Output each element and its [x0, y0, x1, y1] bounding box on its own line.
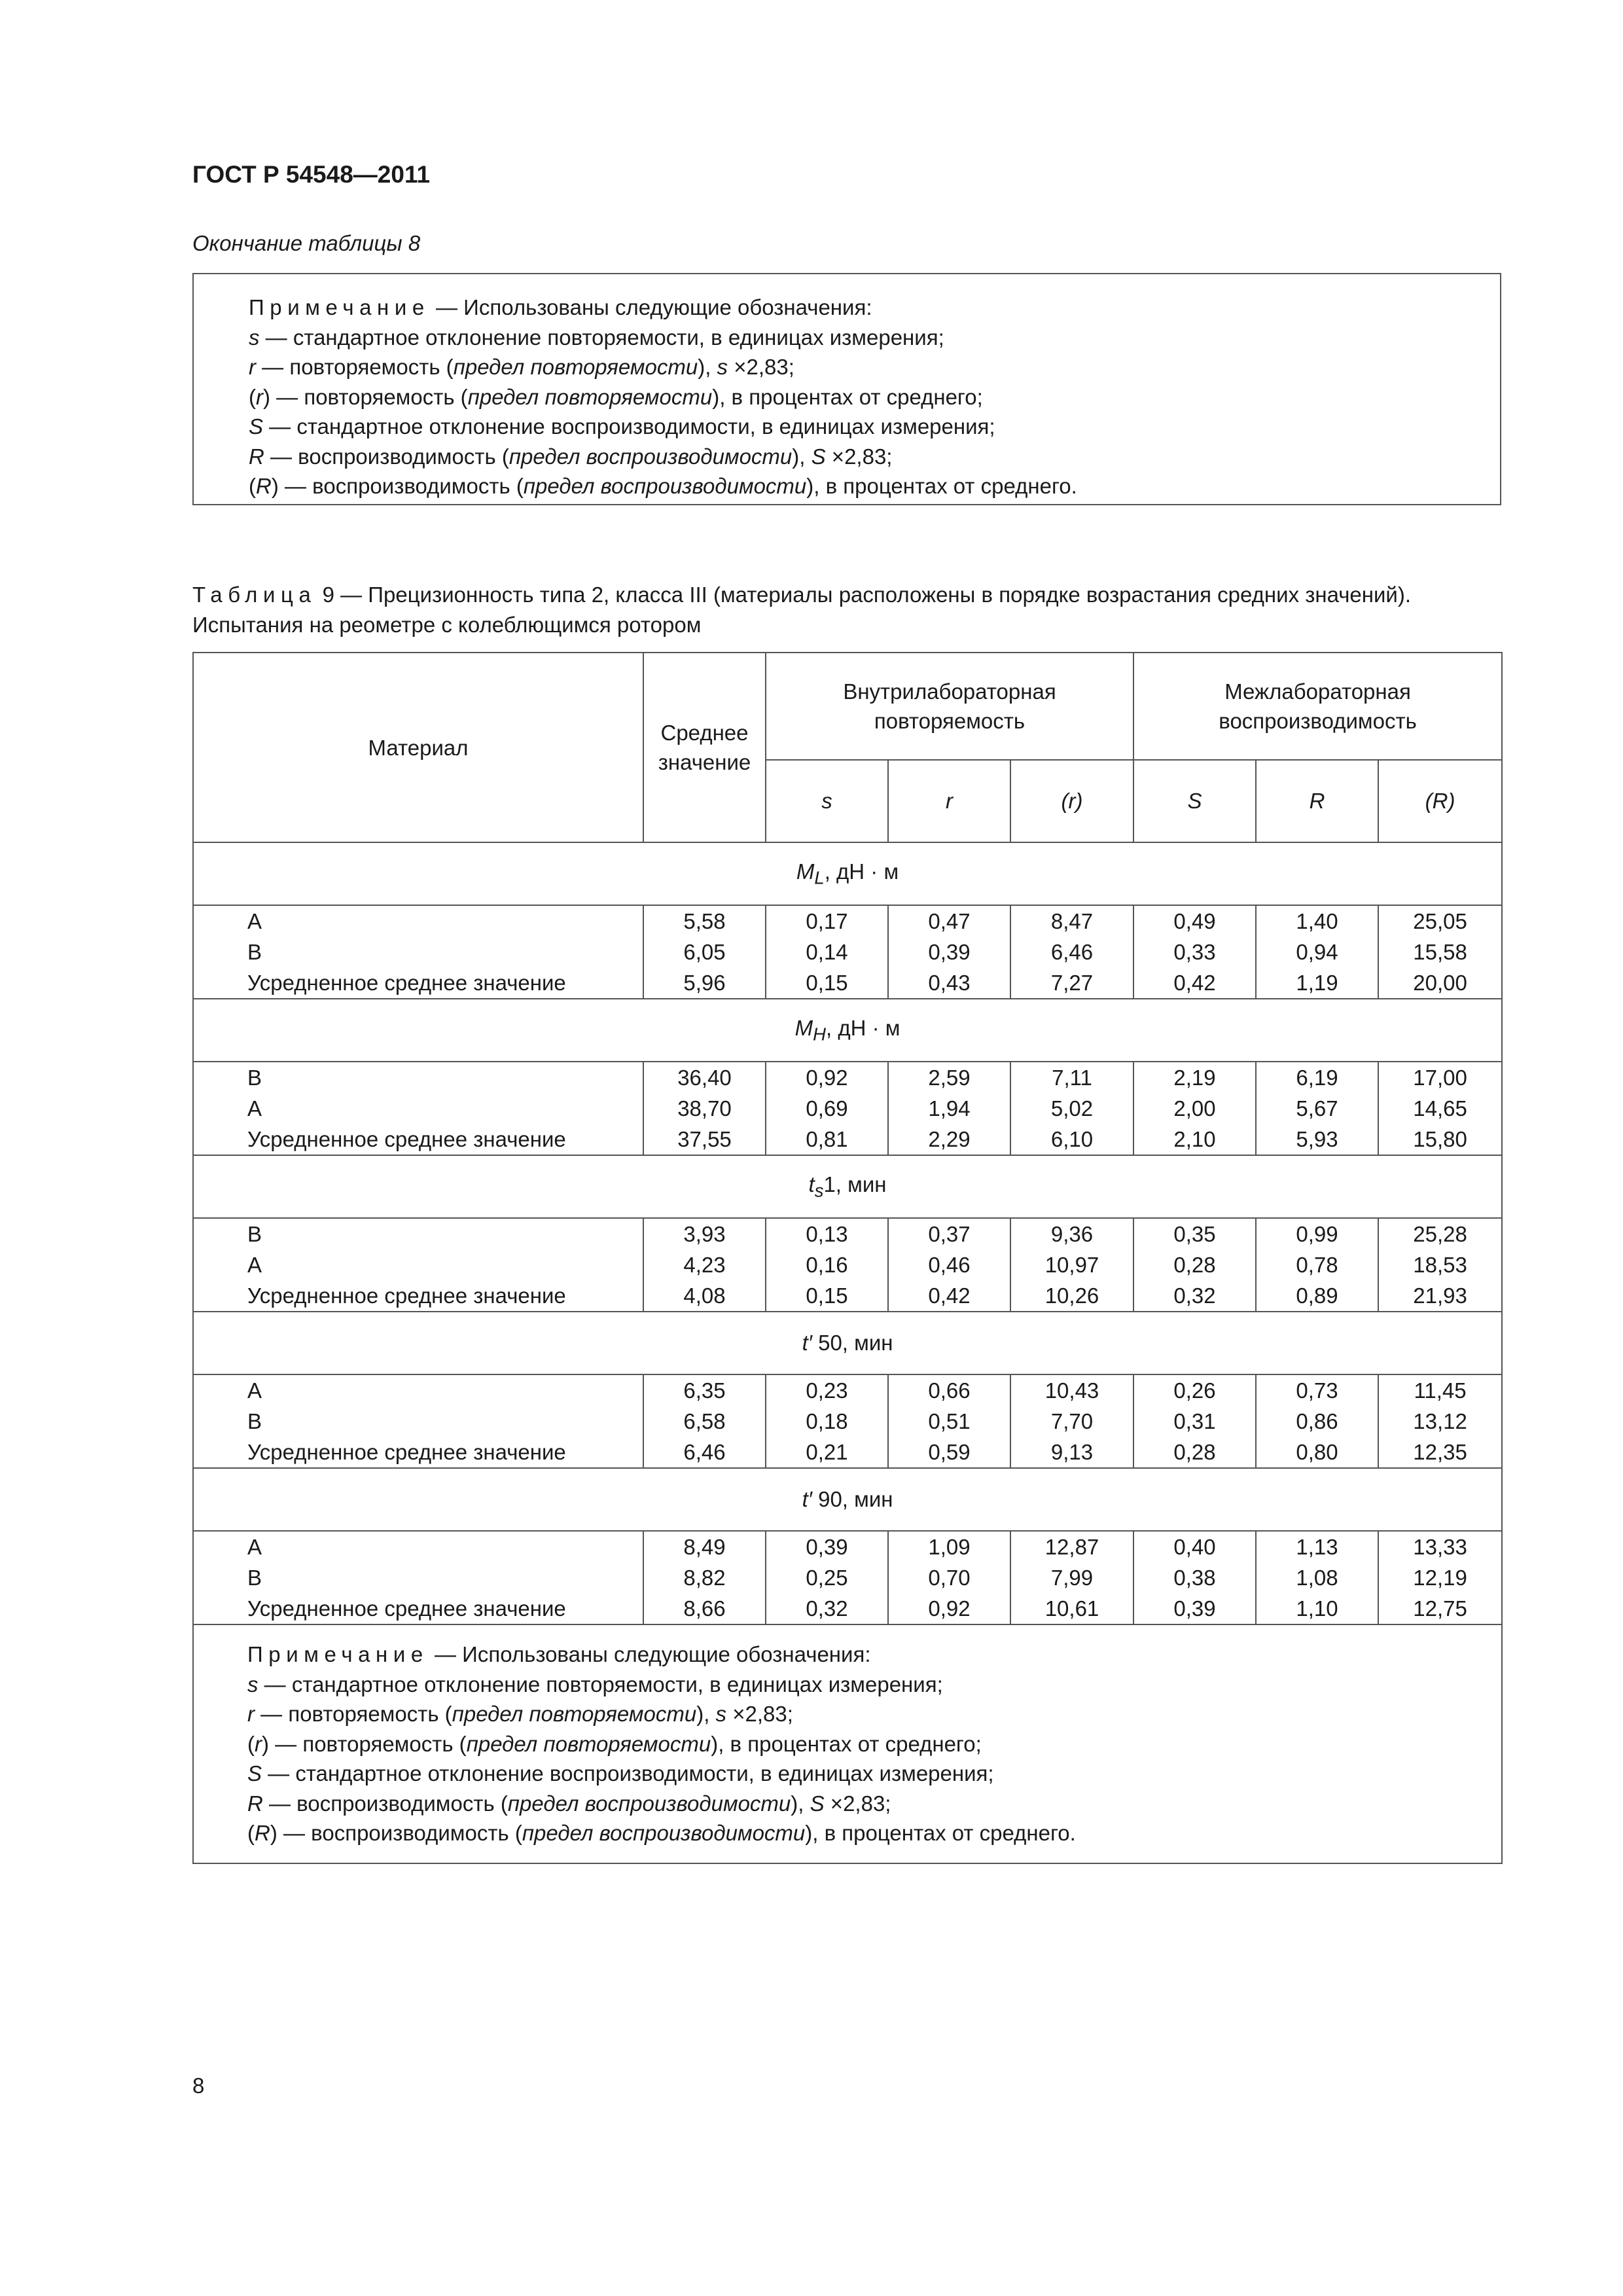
value-S: 2,19	[1173, 1066, 1216, 1090]
value-S: 0,28	[1173, 1253, 1216, 1277]
material-name: Усредненное среднее значение	[247, 1440, 566, 1464]
value-S: 0,32	[1173, 1283, 1216, 1308]
value-R_pct: 25,05	[1413, 909, 1467, 933]
value-cell-s	[766, 1531, 888, 1624]
value-s: 0,14	[806, 940, 848, 964]
value-mean: 37,55	[677, 1127, 732, 1151]
value-r: 2,29	[928, 1127, 971, 1151]
value-cell-R_pct	[1378, 1062, 1502, 1155]
value-R: 0,78	[1296, 1253, 1338, 1277]
value-R: 1,13	[1296, 1535, 1338, 1559]
value-r_pct: 7,27	[1050, 971, 1094, 995]
note-line	[249, 323, 1500, 353]
note-text: ×2,83;	[825, 444, 893, 469]
table-caption	[192, 580, 1501, 640]
value-R_pct: 15,58	[1413, 940, 1467, 964]
note-symbol: R	[255, 1821, 270, 1845]
section-parameter	[193, 999, 1502, 1062]
value-cell-r	[888, 1218, 1010, 1312]
value-mean: 4,08	[683, 1283, 726, 1308]
value-s: 0,13	[806, 1222, 848, 1246]
header-between-line1: Межлабораторная	[1224, 679, 1411, 704]
value-r: 0,92	[928, 1596, 971, 1621]
value-R_pct: 13,12	[1413, 1409, 1467, 1433]
material-cell	[193, 1218, 643, 1312]
value-r_pct: 9,13	[1050, 1440, 1094, 1464]
value-S: 0,39	[1173, 1596, 1216, 1621]
value-R: 5,67	[1296, 1096, 1338, 1121]
value-R: 1,19	[1296, 971, 1338, 995]
note-line: (r) — повторяемость (предел повторяемости), в процентах от среднего;	[247, 1731, 982, 1756]
note-line: (R) — воспроизводимость (предел воспроизводимости), в процентах от среднего.	[247, 1821, 1076, 1845]
value-S: 2,10	[1173, 1127, 1216, 1151]
header-between-line2: воспроизводимость	[1219, 709, 1417, 733]
material-name: А	[247, 1253, 262, 1277]
note-line	[247, 1789, 1501, 1819]
value-mean: 8,66	[683, 1596, 726, 1621]
material-cell	[193, 1374, 643, 1468]
value-cell-R	[1256, 1062, 1378, 1155]
value-R_pct: 12,19	[1413, 1566, 1467, 1590]
header-within-line1: Внутрилабораторная	[843, 679, 1056, 704]
value-r: 1,94	[928, 1096, 971, 1121]
value-R_pct: 14,65	[1413, 1096, 1467, 1121]
note-symbol: r	[249, 355, 256, 379]
value-cell-S	[1133, 1374, 1256, 1468]
note-line: (r) — повторяемость (предел повторяемости), в процентах от среднего;	[249, 384, 983, 409]
value-s: 0,92	[806, 1066, 848, 1090]
value-mean: 6,58	[683, 1409, 726, 1433]
value-mean: 3,93	[683, 1222, 726, 1246]
note-symbol: S	[811, 444, 826, 469]
note-symbol: R	[256, 474, 272, 498]
value-mean: 36,40	[677, 1066, 732, 1090]
section-parameter	[193, 842, 1502, 905]
parameter-symbol: M	[794, 1015, 813, 1040]
value-cell-mean	[643, 905, 766, 999]
material-name: В	[247, 1222, 262, 1246]
parameter-subscript: H	[813, 1024, 826, 1045]
value-s: 0,21	[806, 1440, 848, 1464]
note-symbol: s	[717, 355, 728, 379]
value-r: 0,39	[928, 940, 971, 964]
parameter-unit: , дН · м	[824, 859, 899, 884]
value-cell-mean	[643, 1062, 766, 1155]
note-text: — воспроизводимость (	[264, 444, 509, 469]
parameter-subscript: s	[814, 1180, 824, 1201]
header-mean-line2: значение	[658, 750, 751, 774]
header-r-pct: (r)	[1010, 760, 1133, 842]
value-mean: 4,23	[683, 1253, 726, 1277]
value-s: 0,32	[806, 1596, 848, 1621]
value-cell-s	[766, 1062, 888, 1155]
value-s: 0,18	[806, 1409, 848, 1433]
header-r-pct-sym: r	[1068, 789, 1076, 813]
value-R: 0,94	[1296, 940, 1338, 964]
value-r_pct: 10,43	[1044, 1378, 1099, 1403]
note-symbol: r	[256, 384, 263, 409]
note-text: ×2,83;	[824, 1791, 891, 1816]
value-cell-r_pct	[1010, 905, 1133, 999]
value-cell-R_pct	[1378, 1531, 1502, 1624]
value-r: 0,43	[928, 971, 971, 995]
value-s: 0,25	[806, 1566, 848, 1590]
value-R_pct: 11,45	[1414, 1378, 1467, 1403]
value-R_pct: 15,80	[1413, 1127, 1467, 1151]
value-cell-R	[1256, 1374, 1378, 1468]
note-symbol: r	[255, 1731, 262, 1756]
value-cell-r_pct	[1010, 1062, 1133, 1155]
section-row	[193, 1468, 1502, 1531]
value-cell-r	[888, 1062, 1010, 1155]
parameter-unit: 90, мин	[812, 1487, 893, 1511]
material-name: Усредненное среднее значение	[247, 1127, 566, 1151]
header-r: r	[888, 760, 1010, 842]
note-text: ), в процентах от среднего.	[805, 1821, 1076, 1845]
value-r: 0,42	[928, 1283, 971, 1308]
section-row	[193, 1155, 1502, 1218]
note-row	[193, 1624, 1502, 1863]
note-line	[249, 352, 1500, 382]
parameter-symbol: M	[796, 859, 815, 884]
value-R: 1,08	[1296, 1566, 1338, 1590]
value-cell-mean	[643, 1218, 766, 1312]
value-mean: 8,49	[683, 1535, 726, 1559]
note-italic: предел повторяемости	[453, 355, 698, 379]
note-text: ),	[791, 1791, 810, 1816]
value-r: 0,37	[928, 1222, 971, 1246]
parameter-unit: 50, мин	[812, 1331, 893, 1355]
value-r_pct: 5,02	[1050, 1096, 1094, 1121]
value-r_pct: 10,26	[1044, 1283, 1099, 1308]
value-S: 0,49	[1173, 909, 1216, 933]
section-parameter	[193, 1155, 1502, 1218]
material-name: В	[247, 1566, 262, 1590]
note-line	[247, 1670, 1501, 1700]
value-s: 0,17	[806, 909, 848, 933]
value-cell-r_pct	[1010, 1374, 1133, 1468]
value-cell-s	[766, 905, 888, 999]
value-mean: 5,58	[683, 909, 726, 933]
note-symbol: r	[247, 1702, 255, 1726]
note-line	[249, 412, 1500, 442]
value-S: 0,35	[1173, 1222, 1216, 1246]
note-intro: — Использованы следующие обозначения:	[429, 295, 872, 319]
value-R: 5,93	[1296, 1127, 1338, 1151]
parameter-symbol: t′	[802, 1331, 812, 1355]
value-s: 0,16	[806, 1253, 848, 1277]
header-material: Материал	[193, 653, 643, 842]
value-cell-r_pct	[1010, 1218, 1133, 1312]
value-r_pct: 9,36	[1050, 1222, 1094, 1246]
note-italic: предел воспроизводимости	[523, 474, 807, 498]
note-italic: предел повторяемости	[452, 1702, 697, 1726]
note-label: Примечание	[247, 1642, 429, 1666]
value-cell-R_pct	[1378, 1374, 1502, 1468]
note-symbol: R	[249, 444, 264, 469]
value-r: 0,51	[928, 1409, 971, 1433]
material-cell	[193, 1062, 643, 1155]
value-S: 0,40	[1173, 1535, 1216, 1559]
value-r_pct: 12,87	[1044, 1535, 1099, 1559]
parameter-subscript: L	[814, 867, 825, 888]
note-italic: предел воспроизводимости	[508, 444, 793, 469]
value-R: 1,10	[1296, 1596, 1338, 1621]
header-s: s	[766, 760, 888, 842]
value-cell-S	[1133, 1531, 1256, 1624]
material-cell	[193, 905, 643, 999]
value-mean: 8,82	[683, 1566, 726, 1590]
section-parameter	[193, 1468, 1502, 1531]
note-text: — стандартное отклонение повторяемости, в единицах измерения;	[258, 1672, 943, 1696]
value-S: 0,31	[1173, 1409, 1216, 1433]
material-name: В	[247, 1409, 262, 1433]
value-cell-r	[888, 1374, 1010, 1468]
value-cell-S	[1133, 905, 1256, 999]
note-text: — воспроизводимость (	[278, 474, 524, 498]
value-r_pct: 7,99	[1050, 1566, 1094, 1590]
value-R_pct: 20,00	[1413, 971, 1467, 995]
header-R: R	[1256, 760, 1378, 842]
note-text: ×2,83;	[726, 1702, 793, 1726]
value-S: 2,00	[1173, 1096, 1216, 1121]
value-r_pct: 7,11	[1052, 1066, 1092, 1090]
note-text: — повторяемость (	[256, 355, 454, 379]
page-number: 8	[192, 2073, 205, 2098]
value-r_pct: 10,61	[1044, 1596, 1099, 1621]
value-cell-R	[1256, 1218, 1378, 1312]
note-label: Примечание	[249, 295, 430, 319]
material-name: В	[247, 1066, 262, 1090]
value-cell-R_pct	[1378, 905, 1502, 999]
note-text: ), в процентах от среднего;	[712, 384, 983, 409]
value-cell-mean	[643, 1374, 766, 1468]
note-intro: — Использованы следующие обозначения:	[428, 1642, 871, 1666]
material-name: А	[247, 909, 262, 933]
value-R_pct: 18,53	[1413, 1253, 1467, 1277]
value-S: 0,33	[1173, 940, 1216, 964]
note-symbol: S	[249, 414, 264, 439]
note-symbol: S	[810, 1791, 825, 1816]
header-within	[766, 653, 1133, 760]
value-r_pct: 10,97	[1044, 1253, 1099, 1277]
table-row	[193, 1218, 1502, 1312]
value-R_pct: 12,75	[1413, 1596, 1467, 1621]
note-line	[247, 1699, 1501, 1729]
value-cell-R	[1256, 905, 1378, 999]
value-R_pct: 25,28	[1413, 1222, 1467, 1246]
value-r_pct: 7,70	[1050, 1409, 1094, 1433]
header-R-pct-sym: R	[1432, 789, 1448, 813]
note-symbol: R	[247, 1791, 263, 1816]
note-symbol: s	[715, 1702, 727, 1726]
note-text: — стандартное отклонение воспроизводимости, в единицах измерения;	[263, 414, 995, 439]
material-name: Усредненное среднее значение	[247, 971, 566, 995]
value-cell-r_pct	[1010, 1531, 1133, 1624]
note-heading	[249, 293, 1500, 323]
material-cell	[193, 1531, 643, 1624]
note-text: ), в процентах от среднего.	[806, 474, 1077, 498]
note-text: — стандартное отклонение воспроизводимости, в единицах измерения;	[262, 1761, 994, 1785]
note-symbol: s	[249, 325, 260, 350]
note-line: (R) — воспроизводимость (предел воспроизводимости), в процентах от среднего.	[249, 474, 1077, 498]
note-text: — воспроизводимость (	[262, 1791, 508, 1816]
note-text: — повторяемость (	[269, 1731, 467, 1756]
parameter-symbol: t	[808, 1172, 815, 1196]
header-between	[1133, 653, 1502, 760]
value-R: 0,73	[1296, 1378, 1338, 1403]
section-parameter	[193, 1312, 1502, 1374]
material-name: Усредненное среднее значение	[247, 1283, 566, 1308]
value-cell-r	[888, 1531, 1010, 1624]
value-r: 0,70	[928, 1566, 971, 1590]
note-symbol: s	[247, 1672, 259, 1696]
header-R-pct: (R)	[1378, 760, 1502, 842]
value-mean: 5,96	[683, 971, 726, 995]
header-mean-line1: Среднее	[660, 721, 749, 745]
note-text: ),	[696, 1702, 716, 1726]
value-R: 0,99	[1296, 1222, 1338, 1246]
section-row	[193, 999, 1502, 1062]
material-name: А	[247, 1535, 262, 1559]
value-cell-r	[888, 905, 1010, 999]
value-s: 0,39	[806, 1535, 848, 1559]
note-bottom	[193, 1624, 1502, 1863]
value-cell-S	[1133, 1062, 1256, 1155]
note-text: — повторяемость (	[255, 1702, 452, 1726]
value-cell-R_pct	[1378, 1218, 1502, 1312]
table-caption-text: 9 — Прецизионность типа 2, класса III (материалы расположены в порядке возрастания средних значений). Испытания на реометре с колеблющимся ротором	[192, 583, 1412, 637]
value-r_pct: 6,46	[1050, 940, 1094, 964]
value-r: 0,47	[928, 909, 971, 933]
value-r_pct: 6,10	[1050, 1127, 1094, 1151]
table-row	[193, 1062, 1502, 1155]
note-line	[249, 442, 1500, 472]
value-r: 0,46	[928, 1253, 971, 1277]
value-s: 0,69	[806, 1096, 848, 1121]
parameter-symbol: t′	[802, 1487, 812, 1511]
note-text: ),	[792, 444, 812, 469]
value-cell-s	[766, 1218, 888, 1312]
value-S: 0,28	[1173, 1440, 1216, 1464]
value-cell-mean	[643, 1531, 766, 1624]
note-symbol: S	[247, 1761, 262, 1785]
value-r: 0,59	[928, 1440, 971, 1464]
value-R: 0,86	[1296, 1409, 1338, 1433]
note-text: — воспроизводимость (	[277, 1821, 522, 1845]
parameter-unit: 1, мин	[823, 1172, 887, 1196]
note-italic: предел воспроизводимости	[507, 1791, 791, 1816]
header-within-line2: повторяемость	[874, 709, 1026, 733]
material-name: А	[247, 1378, 262, 1403]
value-R_pct: 17,00	[1413, 1066, 1467, 1090]
value-s: 0,15	[806, 971, 848, 995]
precision-table	[192, 652, 1503, 1864]
document-title: ГОСТ Р 54548—2011	[192, 161, 431, 188]
value-r: 0,66	[928, 1378, 971, 1403]
note-heading	[247, 1640, 1501, 1670]
note-text: ), в процентах от среднего;	[711, 1731, 982, 1756]
value-S: 0,38	[1173, 1566, 1216, 1590]
value-s: 0,23	[806, 1378, 848, 1403]
value-cell-S	[1133, 1218, 1256, 1312]
section-row	[193, 1312, 1502, 1374]
parameter-unit: , дН · м	[825, 1015, 901, 1040]
value-s: 0,15	[806, 1283, 848, 1308]
table-row	[193, 905, 1502, 999]
note-line	[247, 1759, 1501, 1789]
value-S: 0,26	[1173, 1378, 1216, 1403]
note-text: — стандартное отклонение повторяемости, в единицах измерения;	[259, 325, 944, 350]
header-mean	[643, 653, 766, 842]
value-R: 0,80	[1296, 1440, 1338, 1464]
note-italic: предел воспроизводимости	[522, 1821, 806, 1845]
material-name: В	[247, 940, 262, 964]
value-cell-R	[1256, 1531, 1378, 1624]
value-r: 2,59	[928, 1066, 971, 1090]
material-name: Усредненное среднее значение	[247, 1596, 566, 1621]
value-cell-s	[766, 1374, 888, 1468]
table-row	[193, 1531, 1502, 1624]
value-mean: 6,46	[683, 1440, 726, 1464]
section-row	[193, 842, 1502, 905]
table-caption-label: Таблица	[192, 583, 317, 607]
material-name: А	[247, 1096, 262, 1121]
note-text: ),	[698, 355, 717, 379]
header-S: S	[1133, 760, 1256, 842]
value-R: 0,89	[1296, 1283, 1338, 1308]
value-r: 1,09	[928, 1535, 971, 1559]
value-s: 0,81	[806, 1127, 848, 1151]
value-R: 1,40	[1296, 909, 1338, 933]
table-row	[193, 1374, 1502, 1468]
note-italic: предел повторяемости	[467, 384, 713, 409]
note-italic: предел повторяемости	[466, 1731, 711, 1756]
value-S: 0,42	[1173, 971, 1216, 995]
note-text: — повторяемость (	[270, 384, 468, 409]
value-R_pct: 21,93	[1413, 1283, 1467, 1308]
continued-caption: Окончание таблицы 8	[192, 231, 421, 255]
value-R_pct: 12,35	[1413, 1440, 1467, 1464]
value-mean: 38,70	[677, 1096, 732, 1121]
value-R: 6,19	[1296, 1066, 1338, 1090]
value-R_pct: 13,33	[1413, 1535, 1467, 1559]
note-text: ×2,83;	[728, 355, 794, 379]
value-mean: 6,35	[683, 1378, 726, 1403]
note-top	[192, 273, 1501, 505]
value-r_pct: 8,47	[1050, 909, 1094, 933]
value-mean: 6,05	[683, 940, 726, 964]
